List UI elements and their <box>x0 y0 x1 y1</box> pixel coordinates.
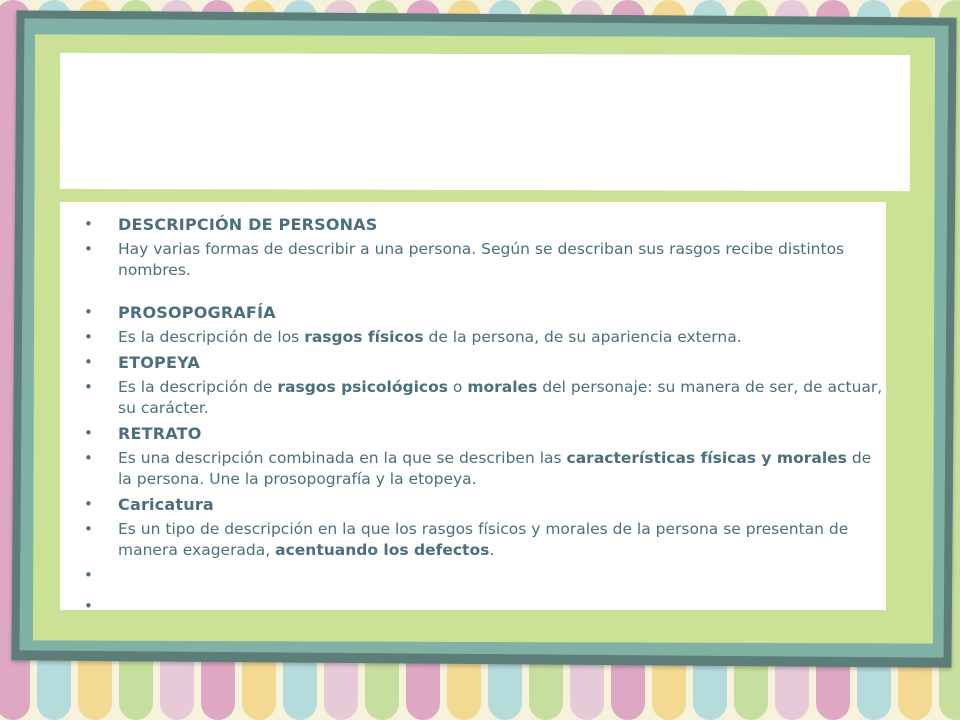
bullet-text: ETOPEYA <box>118 353 200 372</box>
bullet-list <box>84 214 884 617</box>
text-run: Es una descripción combinada en la que se describen las <box>118 449 567 467</box>
bullet-text: PROSOPOGRAFÍA <box>118 303 276 322</box>
bold-phrase: acentuando los defectos <box>275 541 490 559</box>
bullet-paragraph <box>84 327 884 348</box>
bullet-icon: • <box>84 378 93 396</box>
bullet-icon: • <box>84 303 93 321</box>
section-heading <box>84 302 884 323</box>
text-run: de la persona, de su apariencia externa. <box>423 328 742 346</box>
bullet-paragraph <box>84 448 884 490</box>
bullet-text <box>118 239 884 281</box>
bullet-icon: • <box>84 328 93 346</box>
bullet-icon: • <box>84 353 93 371</box>
bullet-paragraph <box>84 239 884 281</box>
bullet-icon: • <box>84 597 93 615</box>
bold-phrase: rasgos físicos <box>304 328 424 346</box>
bold-phrase: características físicas y morales <box>566 449 847 467</box>
text-run: del personaje: su manera de ser, de actuar, su carácter. <box>118 378 883 417</box>
bullet-text: DESCRIPCIÓN DE PERSONAS <box>118 215 378 234</box>
bullet-icon: • <box>84 215 93 233</box>
bullet-text <box>118 519 884 561</box>
text-run: Hay varias formas de describir a una persona. Según se describan sus rasgos recibe distintos nombres. <box>118 240 845 279</box>
bullet-icon: • <box>84 520 93 538</box>
bullet-text <box>118 448 884 490</box>
text-run: . <box>489 541 495 559</box>
bold-phrase: morales <box>467 378 538 396</box>
text-run: o <box>448 378 468 396</box>
text-run: Es la descripción de los <box>118 328 305 346</box>
section-heading <box>84 494 884 515</box>
section-heading <box>84 423 884 444</box>
bullet-icon: • <box>84 424 93 442</box>
section-heading <box>84 352 884 373</box>
bullet-paragraph <box>84 519 884 561</box>
bullet-text: RETRATO <box>118 424 202 443</box>
bold-phrase: rasgos psicológicos <box>277 378 448 396</box>
bullet-icon: • <box>84 566 93 584</box>
empty-bullet <box>84 596 884 617</box>
bullet-paragraph <box>84 377 884 419</box>
bullet-text: Caricatura <box>118 495 214 514</box>
bullet-icon: • <box>84 495 93 513</box>
text-run: Es la descripción de <box>118 378 278 396</box>
title-placeholder <box>60 53 910 191</box>
text-run: Es un tipo de descripción en la que los rasgos físicos y morales de la persona se presentan de manera exagerada, <box>118 520 849 559</box>
bullet-text <box>118 377 884 419</box>
bullet-icon: • <box>84 240 93 258</box>
bullet-icon: • <box>84 449 93 467</box>
empty-bullet <box>84 565 884 586</box>
text-run: de la persona. Une la prosopografía y la etopeya. <box>118 449 872 488</box>
section-heading <box>84 214 884 235</box>
bullet-text <box>118 327 884 348</box>
